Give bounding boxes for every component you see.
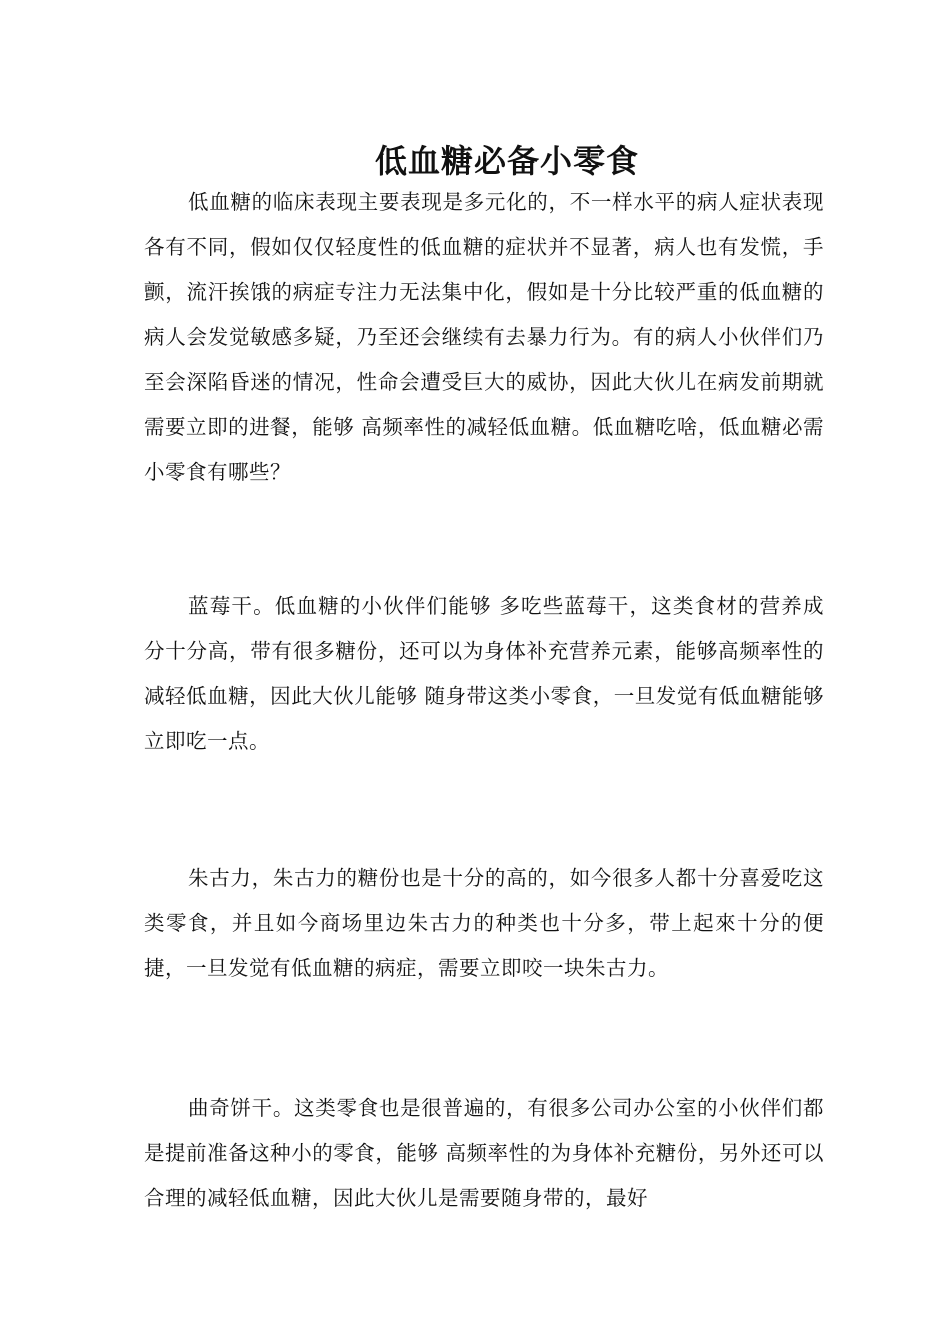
- paragraph-blueberry: 蓝莓干。低血糖的小伙伴们能够 多吃些蓝莓干，这类食材的营养成分十分高，带有很多糖份，还可以为身体补充营养元素，能够高频率性的减轻低血糖，因此大伙儿能够 随身带这类小零食，一旦发觉有低血糖能够 立即吃一点。: [144, 594, 824, 753]
- paragraph-cookies: 曲奇饼干。这类零食也是很普遍的，有很多公司办公室的小伙伴们都是提前准备这种小的零食，能够 高频率性的为身体补充糖份，另外还可以合理的减轻低血糖，因此大伙儿是需要随身带的，最好: [144, 1096, 824, 1210]
- paragraph-intro: 低血糖的临床表现主要表现是多元化的，不一样水平的病人症状表现各有不同，假如仅仅轻度性的低血糖的症状并不显著，病人也有发慌，手颤，流汗挨饿的病症专注力无法集中化，假如是十分比较严重的低血糖的病人会发觉敏感多疑，乃至还会继续有去暴力行为。有的病人小伙伴们乃至会深陷昏迷的情况，性命会遭受巨大的威协，因此大伙儿在病发前期就需要立即的进餐，能够 高频率性的减轻低血糖。低血糖吃啥，低血糖必需小零食有哪些？: [144, 190, 824, 484]
- document-title: 低血糖必备小零食: [374, 142, 639, 181]
- paragraph-chocolate: 朱古力，朱古力的糖份也是十分的高的，如今很多人都十分喜爱吃这类零食，并且如今商场里边朱古力的种类也十分多，带上起來十分的便捷，一旦发觉有低血糖的病症，需要立即咬一块朱古力。: [144, 866, 824, 980]
